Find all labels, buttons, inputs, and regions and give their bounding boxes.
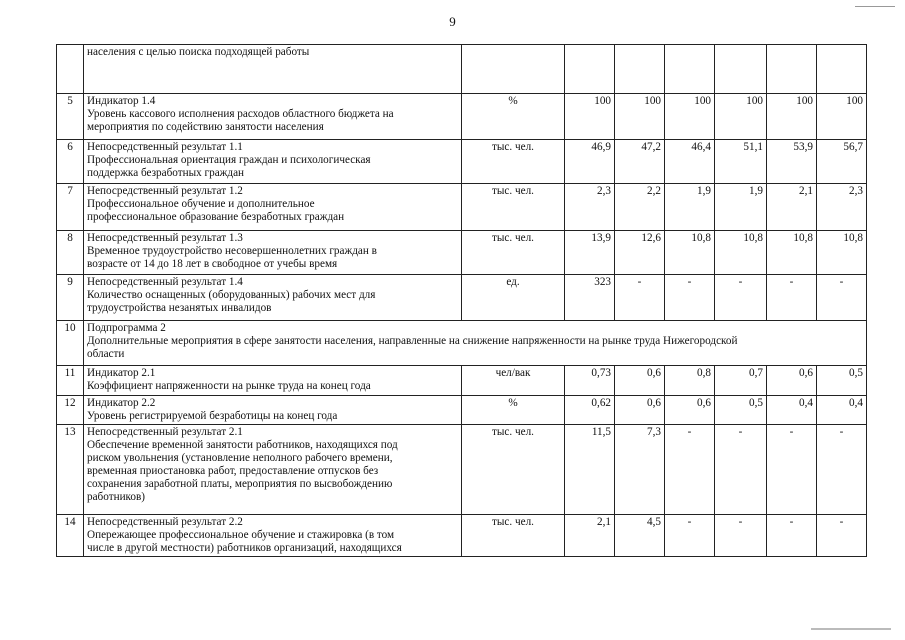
table-row [57, 45, 867, 94]
row-value: - [715, 515, 767, 557]
row-description-line: Временное трудоустройство несовершеннолетних граждан в [87, 245, 377, 257]
row-number: 10 [57, 321, 84, 366]
table-row [57, 396, 867, 425]
row-description-line: Профессиональная ориентация граждан и психологическая [87, 154, 371, 166]
row-description [84, 94, 462, 140]
row-description-line: Профессиональное обучение и дополнительное [87, 198, 315, 210]
row-description-line: Опережающее профессиональное обучение и стажировка (в том [87, 529, 395, 541]
row-value: 47,2 [615, 140, 665, 184]
row-value: - [715, 275, 767, 321]
row-unit: тыс. чел. [462, 184, 565, 231]
row-value: 0,5 [817, 366, 867, 396]
row-value: - [767, 425, 817, 515]
row-value: 0,6 [767, 366, 817, 396]
row-description [84, 366, 462, 396]
row-number: 13 [57, 425, 84, 515]
row-value: 56,7 [817, 140, 867, 184]
row-number: 5 [57, 94, 84, 140]
row-description-line: возрасте от 14 до 18 лет в свободное от учебы время [87, 258, 338, 270]
table-row [57, 321, 867, 366]
row-description-line: Дополнительные мероприятия в сфере занятости населения, направленные на снижение напряженности на рынке труда Нижегородской [87, 335, 738, 347]
row-value: 10,8 [767, 231, 817, 275]
table-row [57, 366, 867, 396]
row-value: 1,9 [665, 184, 715, 231]
row-description-line: Уровень регистрируемой безработицы на конец года [87, 410, 338, 422]
row-description-line: области [87, 348, 125, 360]
row-description-line: Уровень кассового исполнения расходов областного бюджета на [87, 108, 394, 120]
scan-artifact-top [855, 6, 895, 7]
row-value: 0,4 [817, 396, 867, 425]
row-value: 1,9 [715, 184, 767, 231]
row-value: 0,62 [565, 396, 615, 425]
row-description-line: Обеспечение временной занятости работников, находящихся под [87, 439, 398, 451]
row-unit: ед. [462, 275, 565, 321]
row-value: 2,1 [767, 184, 817, 231]
row-number: 6 [57, 140, 84, 184]
row-value [615, 45, 665, 94]
row-description-line: сохранения заработной платы, мероприятия по высвобождению [87, 478, 393, 490]
row-description-line: Количество оснащенных (оборудованных) рабочих мест для [87, 289, 376, 301]
row-unit [462, 45, 565, 94]
row-description-line: населения с целью поиска подходящей работы [87, 46, 310, 58]
row-value: 11,5 [565, 425, 615, 515]
row-value: 100 [565, 94, 615, 140]
row-value: 12,6 [615, 231, 665, 275]
row-number: 9 [57, 275, 84, 321]
row-value: 13,9 [565, 231, 615, 275]
row-value: 46,4 [665, 140, 715, 184]
row-title: Непосредственный результат 1.3 [87, 232, 243, 244]
row-value: 0,8 [665, 366, 715, 396]
row-number: 12 [57, 396, 84, 425]
row-value: 2,3 [565, 184, 615, 231]
row-description-line: работников) [87, 491, 146, 503]
row-value: - [665, 515, 715, 557]
row-value: 0,6 [615, 366, 665, 396]
row-value: 7,3 [615, 425, 665, 515]
row-unit: тыс. чел. [462, 231, 565, 275]
row-title: Непосредственный результат 1.4 [87, 276, 243, 288]
row-description-line: профессиональное образование безработных граждан [87, 211, 345, 223]
row-number [57, 45, 84, 94]
page-number: 9 [449, 14, 456, 29]
row-description [84, 396, 462, 425]
row-description-line: числе в другой местности) работников организаций, находящихся [87, 542, 402, 554]
row-value: 0,7 [715, 366, 767, 396]
row-unit: тыс. чел. [462, 425, 565, 515]
row-value: 0,6 [615, 396, 665, 425]
row-value: 2,1 [565, 515, 615, 557]
row-value: 100 [715, 94, 767, 140]
row-description [84, 321, 867, 366]
row-value: 51,1 [715, 140, 767, 184]
row-title: Непосредственный результат 1.1 [87, 141, 243, 153]
row-description [84, 275, 462, 321]
row-value: - [665, 425, 715, 515]
row-unit: тыс. чел. [462, 140, 565, 184]
scan-artifact-bottom [811, 628, 891, 630]
row-value: - [817, 275, 867, 321]
row-value [715, 45, 767, 94]
row-description [84, 515, 462, 557]
row-title: Подпрограмма 2 [87, 322, 166, 334]
row-value: 0,6 [665, 396, 715, 425]
row-description [84, 425, 462, 515]
row-value [767, 45, 817, 94]
row-value: - [767, 515, 817, 557]
row-value: - [615, 275, 665, 321]
row-unit: чел/вак [462, 366, 565, 396]
row-title: Непосредственный результат 2.1 [87, 426, 243, 438]
row-value: 46,9 [565, 140, 615, 184]
row-description [84, 45, 462, 94]
row-value: 0,4 [767, 396, 817, 425]
row-description-line: временная приостановка работ, предоставление отпусков без [87, 465, 379, 477]
row-title: Непосредственный результат 2.2 [87, 516, 243, 528]
row-value: 53,9 [767, 140, 817, 184]
row-value: 323 [565, 275, 615, 321]
row-title: Индикатор 2.2 [87, 397, 156, 409]
row-value: 100 [665, 94, 715, 140]
table-row [57, 184, 867, 231]
row-value [665, 45, 715, 94]
row-description-line: мероприятия по содействию занятости населения [87, 121, 324, 133]
row-value: 10,8 [665, 231, 715, 275]
row-number: 8 [57, 231, 84, 275]
row-value: 10,8 [715, 231, 767, 275]
row-value: 0,73 [565, 366, 615, 396]
row-description [84, 140, 462, 184]
row-value: 0,5 [715, 396, 767, 425]
row-description-line: трудоустройства незанятых инвалидов [87, 302, 272, 314]
row-title: Индикатор 2.1 [87, 367, 156, 379]
row-number: 7 [57, 184, 84, 231]
table-row [57, 515, 867, 557]
table-row [57, 275, 867, 321]
row-value: 100 [817, 94, 867, 140]
row-value: - [817, 425, 867, 515]
row-description-line: Коэффициент напряженности на рынке труда на конец года [87, 380, 371, 392]
row-unit: тыс. чел. [462, 515, 565, 557]
row-number: 14 [57, 515, 84, 557]
table-row [57, 140, 867, 184]
row-value: 2,3 [817, 184, 867, 231]
row-description-line: риском увольнения (установление неполного рабочего времени, [87, 452, 393, 464]
row-value: - [767, 275, 817, 321]
row-value: - [715, 425, 767, 515]
row-value: 4,5 [615, 515, 665, 557]
indicators-table [56, 44, 867, 557]
row-description [84, 184, 462, 231]
row-value: 10,8 [817, 231, 867, 275]
row-title: Непосредственный результат 1.2 [87, 185, 243, 197]
row-description [84, 231, 462, 275]
table-row [57, 425, 867, 515]
row-title: Индикатор 1.4 [87, 95, 156, 107]
row-value: - [665, 275, 715, 321]
row-unit: % [462, 396, 565, 425]
table-row [57, 231, 867, 275]
row-unit: % [462, 94, 565, 140]
row-value [565, 45, 615, 94]
row-value: - [817, 515, 867, 557]
table-row [57, 94, 867, 140]
row-value [817, 45, 867, 94]
row-value: 100 [767, 94, 817, 140]
row-value: 2,2 [615, 184, 665, 231]
row-description-line: поддержка безработных граждан [87, 167, 245, 179]
row-value: 100 [615, 94, 665, 140]
row-number: 11 [57, 366, 84, 396]
